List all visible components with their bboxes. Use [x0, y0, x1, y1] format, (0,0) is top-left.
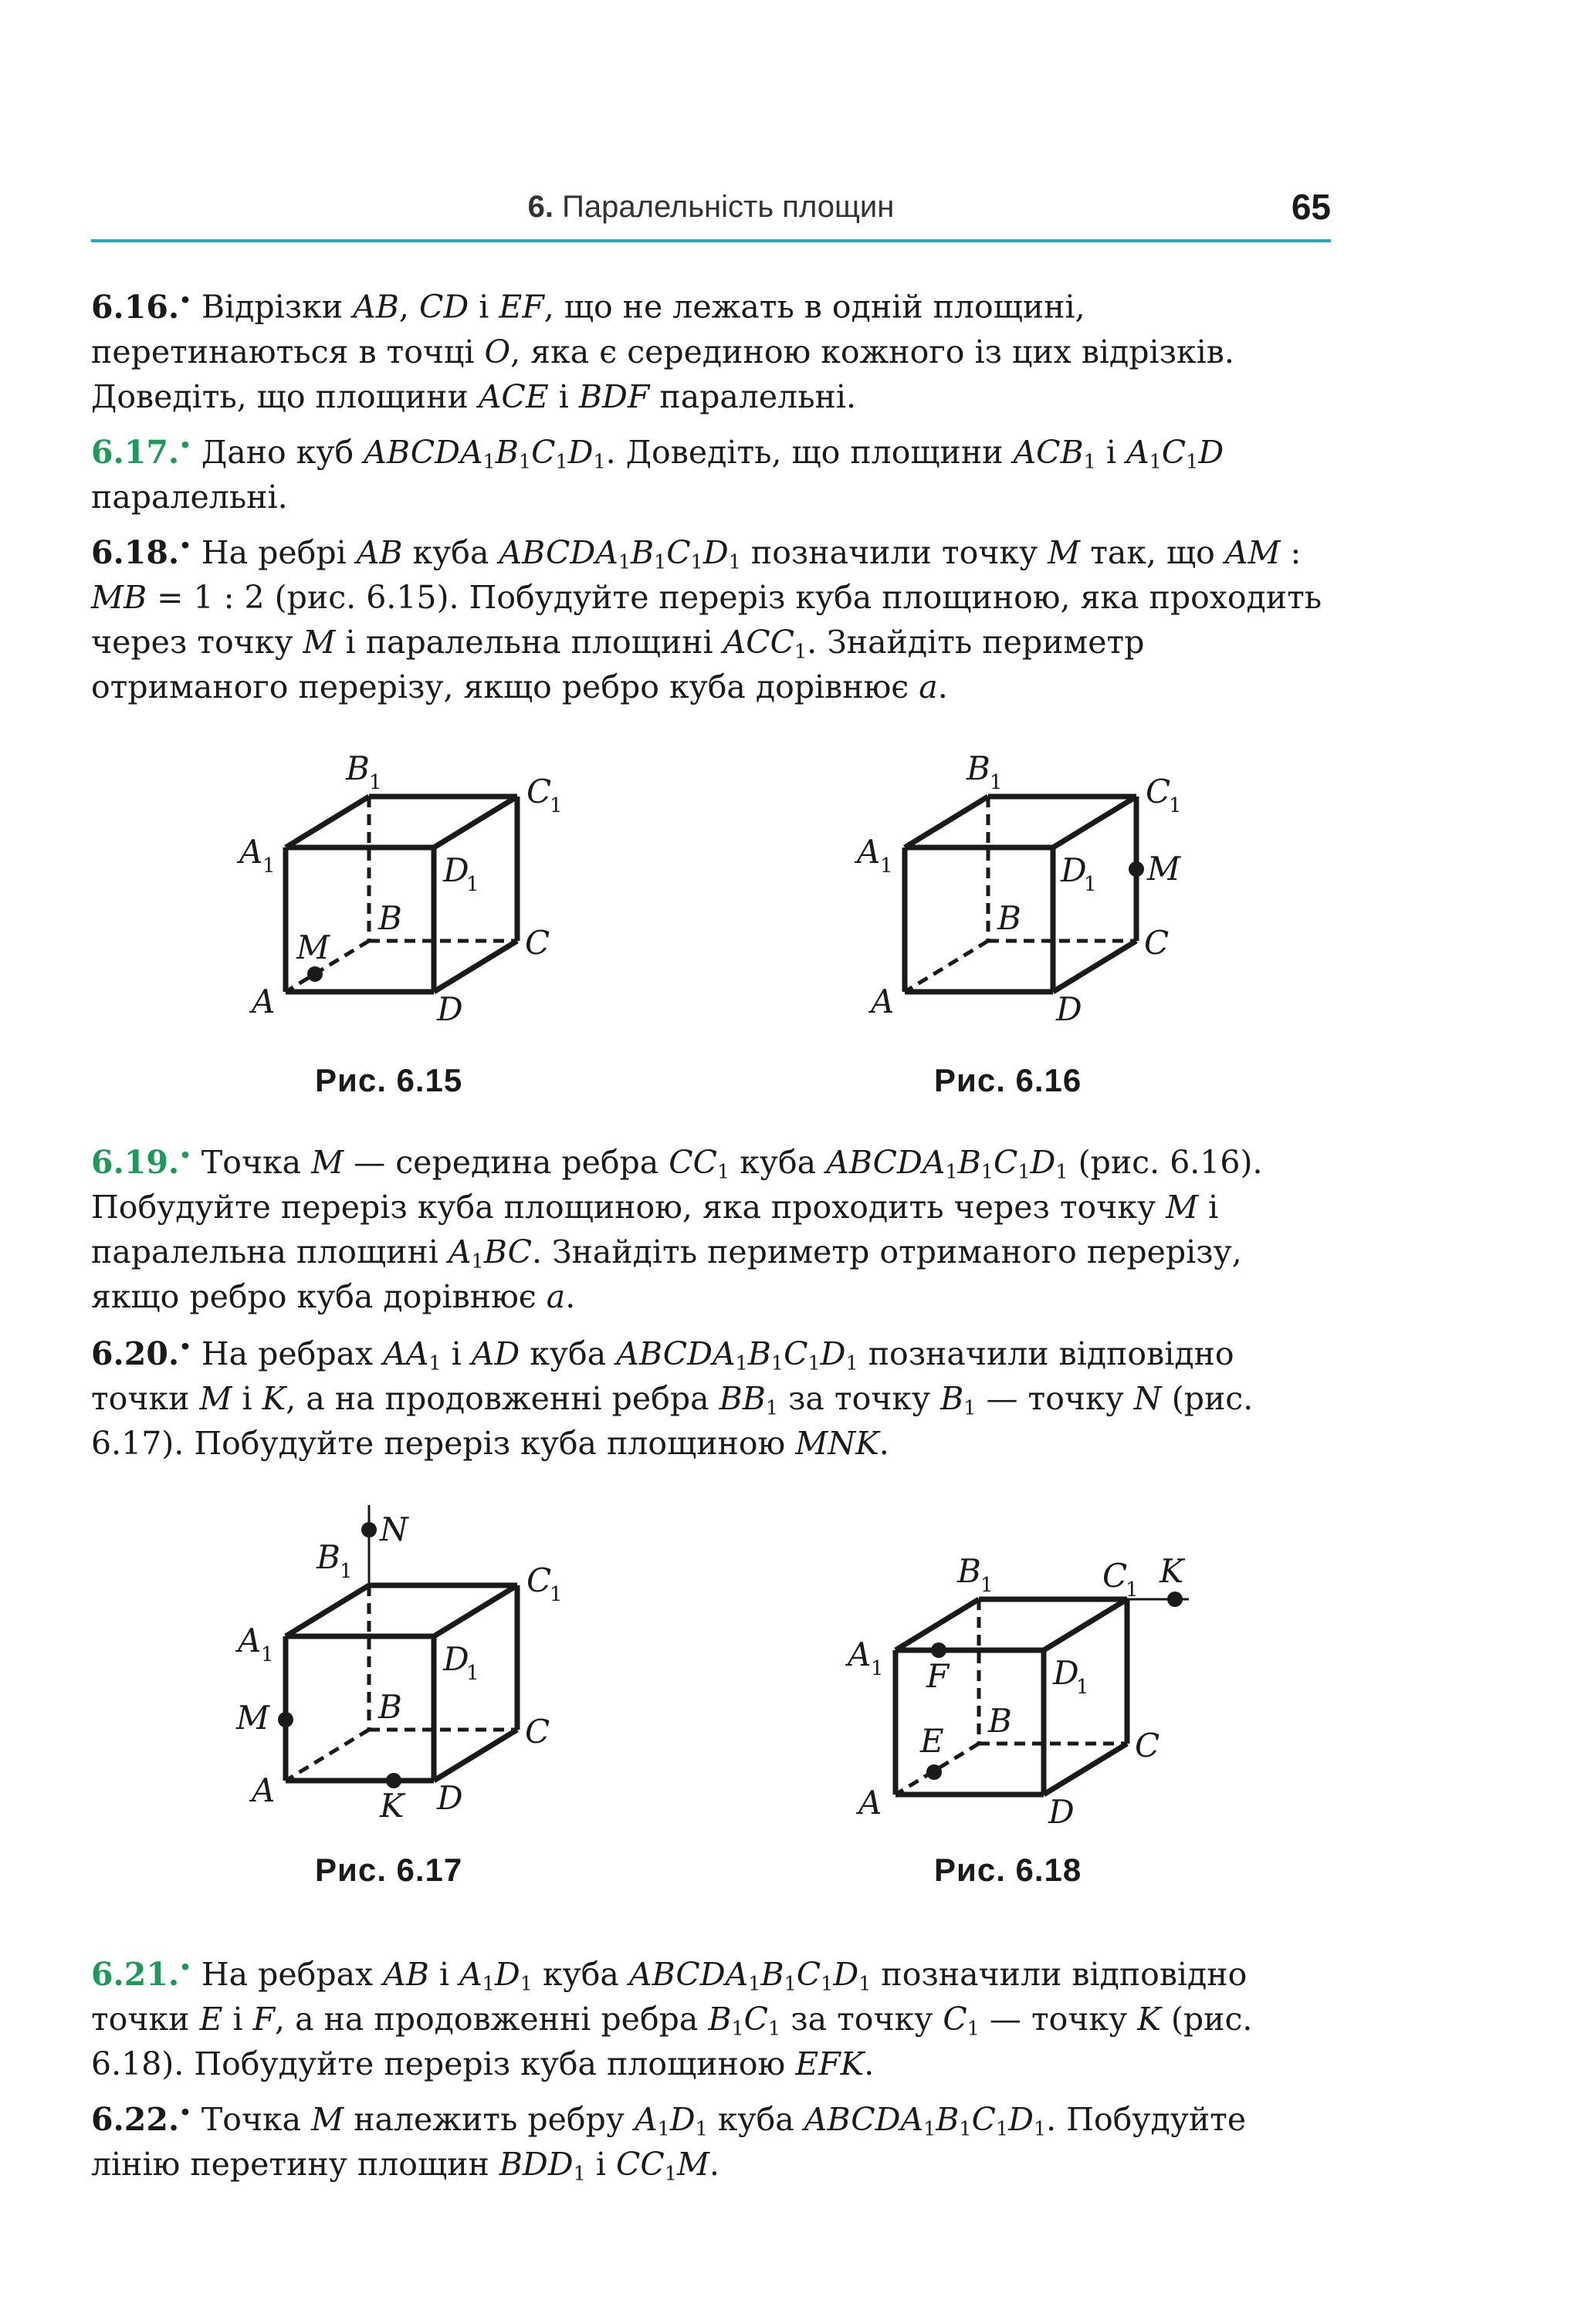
svg-text:1: 1: [1084, 873, 1097, 896]
problem-number: 6.19.•: [91, 1143, 191, 1181]
problem-text: Відрізки AB, CD і EF, що не лежать в одній площині, перетинаються в точці O, яка є серединою кожного із цих відрізків. Доведіть, що площини ACE і BDF паралельні.: [91, 288, 1234, 415]
svg-text:1: 1: [1076, 1676, 1089, 1699]
svg-text:A: A: [858, 1784, 882, 1822]
svg-text:D: D: [437, 990, 463, 1027]
svg-text:1: 1: [880, 854, 893, 878]
svg-text:1: 1: [340, 1560, 353, 1583]
svg-text:A: A: [238, 1622, 262, 1659]
svg-text:C: C: [526, 1561, 552, 1599]
problem-number: 6.21.•: [91, 1955, 191, 1993]
svg-text:1: 1: [369, 771, 382, 794]
svg-text:B: B: [967, 749, 990, 787]
problem-6-22: [91, 2090, 1331, 2187]
svg-text:D: D: [1053, 1654, 1079, 1692]
svg-text:A: A: [857, 833, 881, 871]
svg-text:B: B: [378, 899, 402, 937]
problem-number: 6.18.•: [91, 533, 191, 571]
svg-text:C: C: [1144, 924, 1170, 962]
problem-number: 6.20.•: [91, 1335, 191, 1372]
svg-text:D: D: [437, 1779, 463, 1817]
svg-text:A: A: [848, 1636, 872, 1673]
svg-text:1: 1: [262, 854, 276, 878]
svg-text:A: A: [871, 983, 895, 1020]
running-title: [91, 176, 1331, 238]
figure-6-16-caption: Рис. 6.16: [934, 1062, 1082, 1098]
problem-text: На ребрах $AA_1$ і AD куба $ABCDA_1B_1C_1D_1$ позначили відповідно точки M і K, а на продовженні ребра $BB_1$ за точку $B_1$ — точку N (рис. 6.17). Побудуйте переріз куба площиною MNK.: [91, 1335, 1254, 1462]
figure-6-15-caption: Рис. 6.15: [315, 1062, 463, 1098]
section-title: Паралельність площин: [562, 190, 895, 224]
figure-6-18: [834, 1528, 1251, 1829]
svg-text:C: C: [526, 773, 552, 810]
svg-text:1: 1: [466, 873, 479, 896]
svg-text:C: C: [1135, 1727, 1160, 1764]
problem-6-16: [91, 278, 1331, 419]
header-rule: [91, 239, 1331, 242]
svg-text:B: B: [957, 1552, 981, 1590]
figure-6-17-caption: Рис. 6.17: [315, 1852, 463, 1888]
svg-text:B: B: [346, 749, 370, 787]
page-number: 65: [1291, 187, 1331, 227]
svg-text:A: A: [252, 983, 276, 1020]
problem-6-21: [91, 1945, 1331, 2086]
svg-text:E: E: [920, 1722, 944, 1760]
svg-text:1: 1: [990, 771, 1003, 794]
svg-text:1: 1: [550, 1583, 563, 1606]
svg-text:N: N: [380, 1510, 408, 1548]
svg-text:C: C: [1146, 773, 1171, 810]
problem-text: На ребрі AB куба $ABCDA_1B_1C_1D_1$ позначили точку M так, що AM : MB = 1 : 2 (рис. 6.15). Побудуйте переріз куба площиною, яка проходить через точку M і паралельна площині $ACC_1$. Знайдіть периметр отриманого перерізу, якщо ребро куба дорівнює a.: [91, 533, 1322, 705]
problem-text: На ребрах AB і $A_1D_1$ куба $ABCDA_1B_1C_1D_1$ позначили відповідно точки E і F, а на продовженні ребра $B_1C_1$ за точку $C_1$ — точку K (рис. 6.18). Побудуйте переріз куба площиною EFK.: [91, 1955, 1253, 2082]
svg-text:K: K: [380, 1787, 405, 1825]
problem-number: 6.17.•: [91, 433, 191, 471]
svg-text:1: 1: [466, 1662, 479, 1685]
section-number: 6.: [527, 190, 554, 224]
problem-6-20: [91, 1324, 1331, 1466]
svg-text:M: M: [1147, 850, 1181, 888]
figure-6-16: [834, 741, 1235, 1027]
svg-text:1: 1: [980, 1574, 994, 1597]
page-header: [91, 176, 1331, 239]
figure-6-18-caption: Рис. 6.18: [934, 1852, 1082, 1888]
problem-text: Точка M належить ребру $A_1D_1$ куба $ABCDA_1B_1C_1D_1$. Побудуйте лінію перетину площин $BDD_1$ і $CC_1M$.: [91, 2100, 1247, 2184]
svg-text:1: 1: [1169, 794, 1182, 817]
svg-text:C: C: [525, 1713, 550, 1751]
svg-text:B: B: [988, 1702, 1012, 1740]
svg-text:B: B: [317, 1538, 340, 1576]
svg-text:F: F: [926, 1657, 950, 1695]
svg-text:D: D: [1048, 1793, 1075, 1829]
svg-text:A: A: [252, 1771, 276, 1809]
figure-6-15: [216, 741, 618, 1027]
svg-text:K: K: [1160, 1552, 1184, 1590]
problem-6-19: [91, 1133, 1331, 1319]
problem-text: Точка M — середина ребра $CC_1$ куба $ABCDA_1B_1C_1D_1$ (рис. 6.16). Побудуйте переріз куба площиною, яка проходить через точку M і паралельна площині $A_1BC$. Знайдіть периметр отриманого перерізу, якщо ребро куба дорівнює a.: [91, 1143, 1263, 1315]
svg-text:C: C: [1102, 1557, 1128, 1595]
svg-text:B: B: [997, 899, 1021, 937]
problem-6-18: [91, 523, 1331, 709]
figure-6-17: [216, 1497, 618, 1829]
svg-text:M: M: [296, 929, 330, 966]
svg-text:D: D: [443, 1640, 469, 1678]
svg-text:1: 1: [550, 794, 563, 817]
svg-text:1: 1: [1126, 1578, 1139, 1602]
svg-text:1: 1: [261, 1643, 274, 1666]
problem-number: 6.22.•: [91, 2100, 191, 2138]
svg-text:M: M: [236, 1699, 270, 1737]
problem-6-17: [91, 423, 1331, 519]
problem-text: Дано куб $ABCDA_1B_1C_1D_1$. Доведіть, що площини $ACB_1$ і $A_1C_1D$ паралельні.: [91, 433, 1224, 516]
svg-text:C: C: [525, 924, 550, 962]
svg-text:A: A: [239, 833, 263, 871]
svg-text:D: D: [1061, 851, 1087, 889]
svg-text:1: 1: [871, 1657, 884, 1680]
problem-number: 6.16.•: [91, 288, 191, 326]
svg-text:B: B: [378, 1688, 402, 1726]
svg-text:D: D: [443, 851, 469, 889]
svg-text:D: D: [1056, 990, 1082, 1027]
